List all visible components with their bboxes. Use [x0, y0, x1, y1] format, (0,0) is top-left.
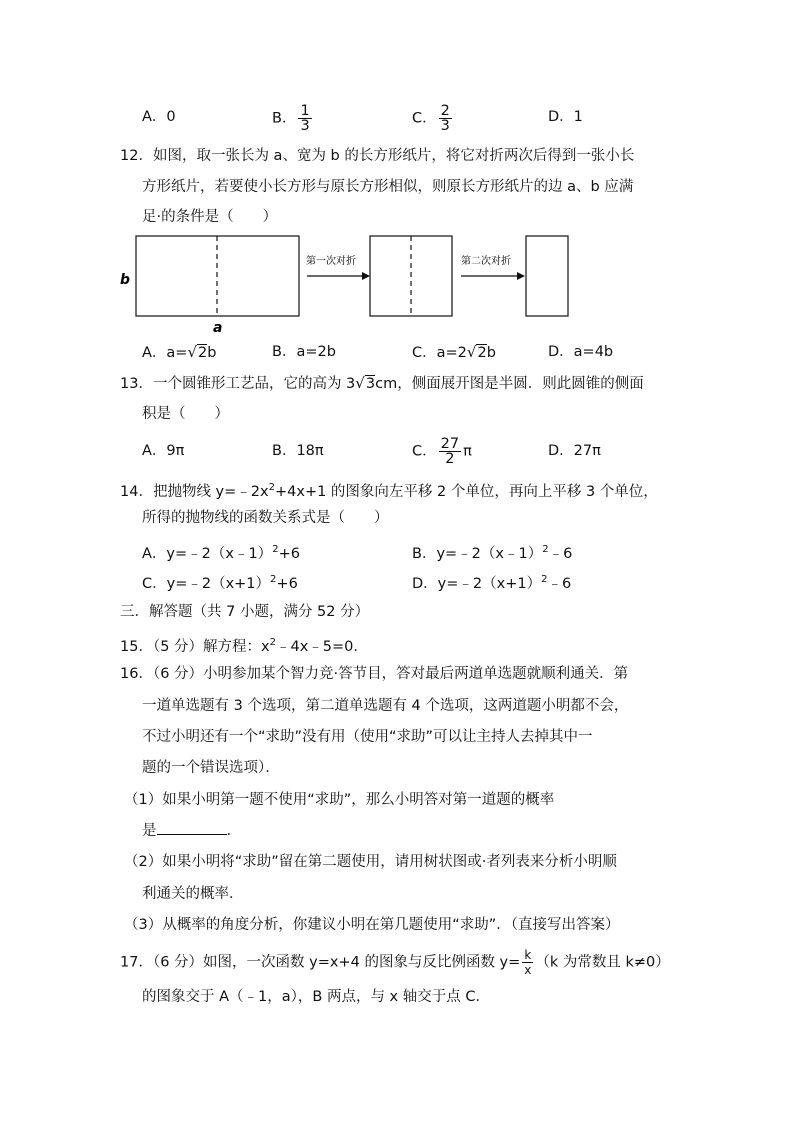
q11-option-c: C． $\frac{2}{3}$: [412, 103, 450, 134]
q12-option-c: C．a=2√2b: [412, 343, 496, 361]
q13-option-b: B．18π: [272, 443, 324, 459]
q16-stem-line3: 不过小明还有一个“求助”没有用（使用“求助”可以让主持人去掉其中一: [142, 729, 593, 745]
fraction: $\frac{27}{2}$: [440, 436, 460, 467]
fraction: $\frac{2}{3}$: [440, 103, 450, 134]
section-heading: 三．解答题（共 7 小题，满分 52 分）: [120, 604, 370, 620]
q14-stem-line1: 14．把抛物线 $y=﹣2x^2+4x+1$ 的图象向左平移 2 个单位，再向上平移 3 个单位，: [120, 482, 658, 500]
fold2-label: 第二次对折: [461, 256, 511, 267]
q13-stem-line2: 积是（ ）: [142, 406, 229, 422]
q12-option-b: B．a=2b: [272, 344, 336, 360]
q12-stem-line3: 足·的条件是（ ）: [142, 209, 278, 225]
q13-option-c: C． $\frac{27}{2}$ π: [412, 436, 472, 467]
q13-stem-line1: 13．一个圆锥形工艺品，它的高为 3√3cm，侧面展开图是半圆．则此圆锥的侧面: [120, 374, 644, 392]
arrow-2-head: [517, 272, 525, 280]
label-b: b: [120, 272, 131, 288]
q16-part2-line1: （2）如果小明将“求助”留在第二题使用，请用树状图或·者列表来分析小明顺: [124, 854, 617, 870]
fraction: $\frac{k}{x}$: [524, 948, 532, 977]
q11-option-d: D．1: [548, 109, 583, 125]
fraction: $\frac{1}{3}$: [300, 103, 310, 134]
q14-option-a: A．y=﹣2（x﹣1）$^2$+6: [142, 544, 300, 562]
q16-stem-line1: 16．（6 分）小明参加某个智力竞·答节目，答对最后两道单选题就顺利通关．第: [120, 666, 629, 682]
q16-stem-line4: 题的一个错误选项）．: [142, 760, 280, 776]
q13-option-d: D．27π: [548, 443, 601, 459]
answer-blank[interactable]: [157, 820, 227, 835]
q11-option-a: A．0: [142, 109, 176, 125]
q12-option-d: D．a=4b: [548, 344, 614, 360]
fold1-label: 第一次对折: [306, 256, 356, 267]
q11-option-b: B． $\frac{1}{3}$: [272, 103, 310, 134]
q16-part3-line1: （3）从概率的角度分析，你建议小明在第几题使用“求助”．（直接写出答案）: [124, 917, 620, 933]
q16-part1-line1: （1）如果小明第一题不使用“求助”，那么小明答对第一道题的概率: [124, 792, 555, 808]
q12-stem-line2: 方形纸片，若要使小长方形与原长方形相似，则原长方形纸片的边 a、b 应满: [142, 179, 634, 195]
q16-stem-line2: 一道单选题有 3 个选项，第二道单选题有 4 个选项，这两道题小明都不会，: [142, 698, 629, 714]
q14-option-b: B．y=﹣2（x﹣1）$^2$﹣6: [412, 544, 573, 562]
q14-stem-line2: 所得的抛物线的函数关系式是（ ）: [142, 510, 389, 526]
q16-part1-line2: 是 ．: [142, 820, 241, 841]
quarter-rectangle: [526, 236, 568, 316]
q17-stem-line1: 17．（6 分）如图，一次函数 y=x+4 的图象与反比例函数 y= $\frac{k}{x}$ （k 为常数且 k≠0）: [120, 948, 670, 977]
label-a: a: [213, 320, 223, 336]
q13-option-a: A．9π: [142, 443, 185, 459]
arrow-1-head: [362, 272, 370, 280]
q14-option-d: D．$y=﹣2(x+1)^2﹣6$: [412, 574, 572, 592]
q16-part2-line2: 利通关的概率．: [142, 886, 244, 902]
q15-stem: 15．（5 分）解方程：$x^2﹣4x﹣5=0$．: [120, 637, 368, 655]
q12-folding-figure: [110, 228, 580, 340]
q17-stem-line2: 的图象交于 A（﹣1，a），B 两点，与 x 轴交于点 C．: [142, 989, 490, 1005]
q12-stem-line1: 12．如图，取一张长为 a、宽为 b 的长方形纸片，将它对折两次后得到一张小长: [120, 148, 635, 164]
q14-option-c: C．$y=﹣2(x+1)^2+6$: [142, 574, 298, 592]
q12-option-a: A．a=√2b: [142, 343, 217, 361]
